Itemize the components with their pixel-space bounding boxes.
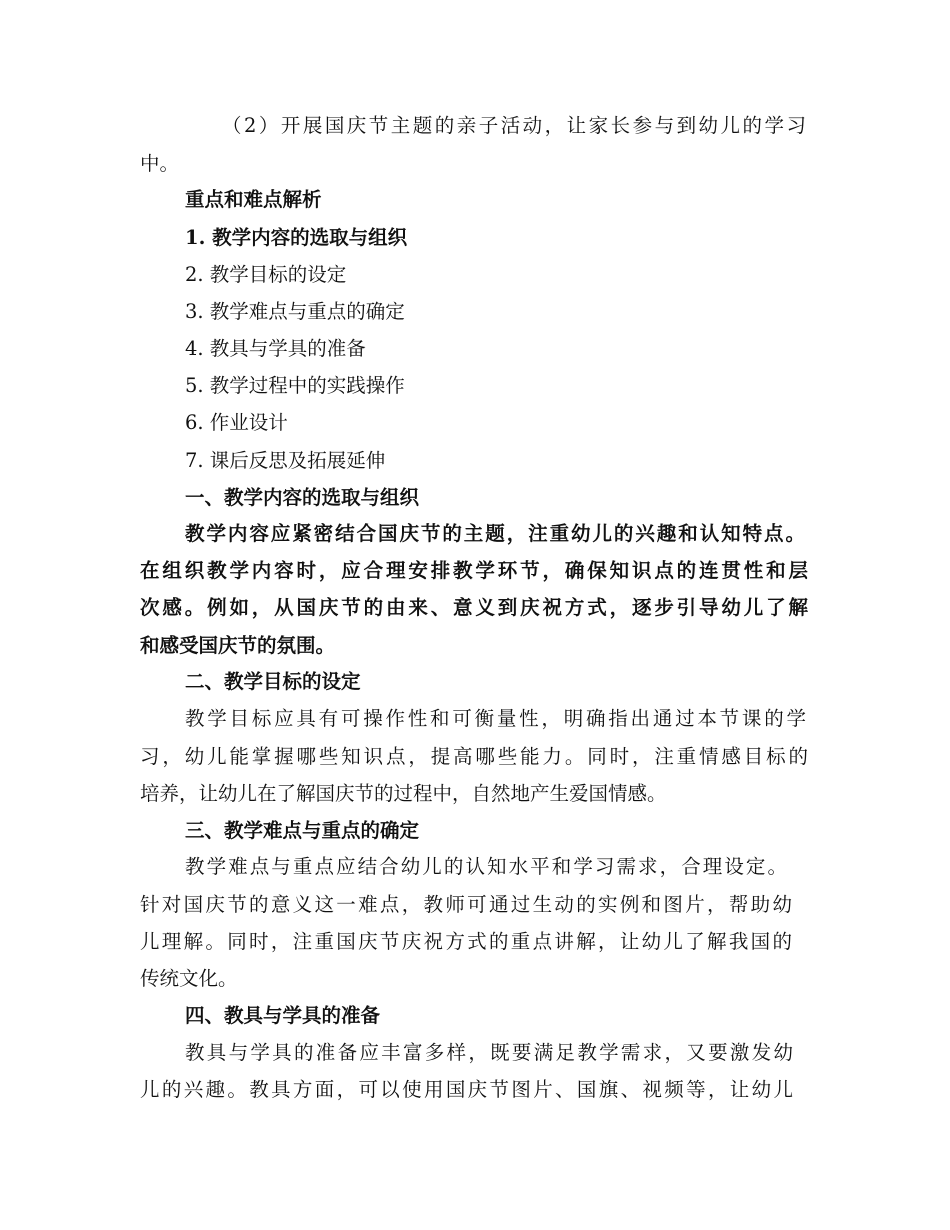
section-3-heading: 三、教学难点与重点的确定: [185, 819, 420, 842]
section-3-line-3: 儿理解。同时，注重国庆节庆祝方式的重点讲解，让幼儿了解我国的: [140, 930, 792, 953]
section-3-line-2: 针对国庆节的意义这一难点，教师可通过生动的实例和图片，帮助幼: [140, 893, 792, 916]
intro-line-2: 中。: [140, 152, 180, 175]
section-3-line-1: 教学难点与重点应结合幼儿的认知水平和学习需求，合理设定。: [185, 855, 787, 878]
outline-item-7: 7. 课后反思及拓展延伸: [185, 449, 386, 472]
section-2-line-3: 培养，让幼儿在了解国庆节的过程中，自然地产生爱国情感。: [140, 782, 667, 805]
section-2-heading: 二、教学目标的设定: [185, 670, 361, 693]
section-2-line-1: 教学目标应具有可操作性和可衡量性，明确指出通过本节课的学: [185, 707, 806, 730]
outline-item-1: 1. 教学内容的选取与组织: [185, 226, 408, 249]
section-4-line-1: 教具与学具的准备应丰富多样，既要满足教学需求，又要激发幼: [185, 1041, 793, 1064]
section-1-line-4: 和感受国庆节的氛围。: [140, 634, 336, 657]
section-2-line-2: 习，幼儿能掌握哪些知识点，提高哪些能力。同时，注重情感目标的: [140, 745, 808, 768]
section-1-heading: 一、教学内容的选取与组织: [185, 486, 420, 509]
outline-item-5: 5. 教学过程中的实践操作: [185, 374, 405, 397]
outline-item-6: 6. 作业设计: [185, 411, 288, 434]
section-3-line-4: 传统文化。: [140, 967, 238, 990]
section-1-line-1: 教学内容应紧密结合国庆节的主题，注重幼儿的兴趣和认知特点。: [185, 522, 805, 545]
section-1-line-2: 在组织教学内容时，应合理安排教学环节，确保知识点的连贯性和层: [140, 559, 808, 582]
section-1-line-3: 次感。例如，从国庆节的由来、意义到庆祝方式，逐步引导幼儿了解: [140, 596, 808, 619]
outline-item-3: 3. 教学难点与重点的确定: [185, 300, 405, 323]
outline-item-4: 4. 教具与学具的准备: [185, 337, 366, 360]
section-4-line-2: 儿的兴趣。教具方面，可以使用国庆节图片、国旗、视频等，让幼儿: [140, 1078, 793, 1101]
outline-item-2: 2. 教学目标的设定: [185, 263, 347, 286]
section-4-heading: 四、教具与学具的准备: [185, 1004, 381, 1027]
outline-heading: 重点和难点解析: [185, 188, 322, 211]
intro-line-1: （2）开展国庆节主题的亲子活动，让家长参与到幼儿的学习: [222, 114, 806, 137]
